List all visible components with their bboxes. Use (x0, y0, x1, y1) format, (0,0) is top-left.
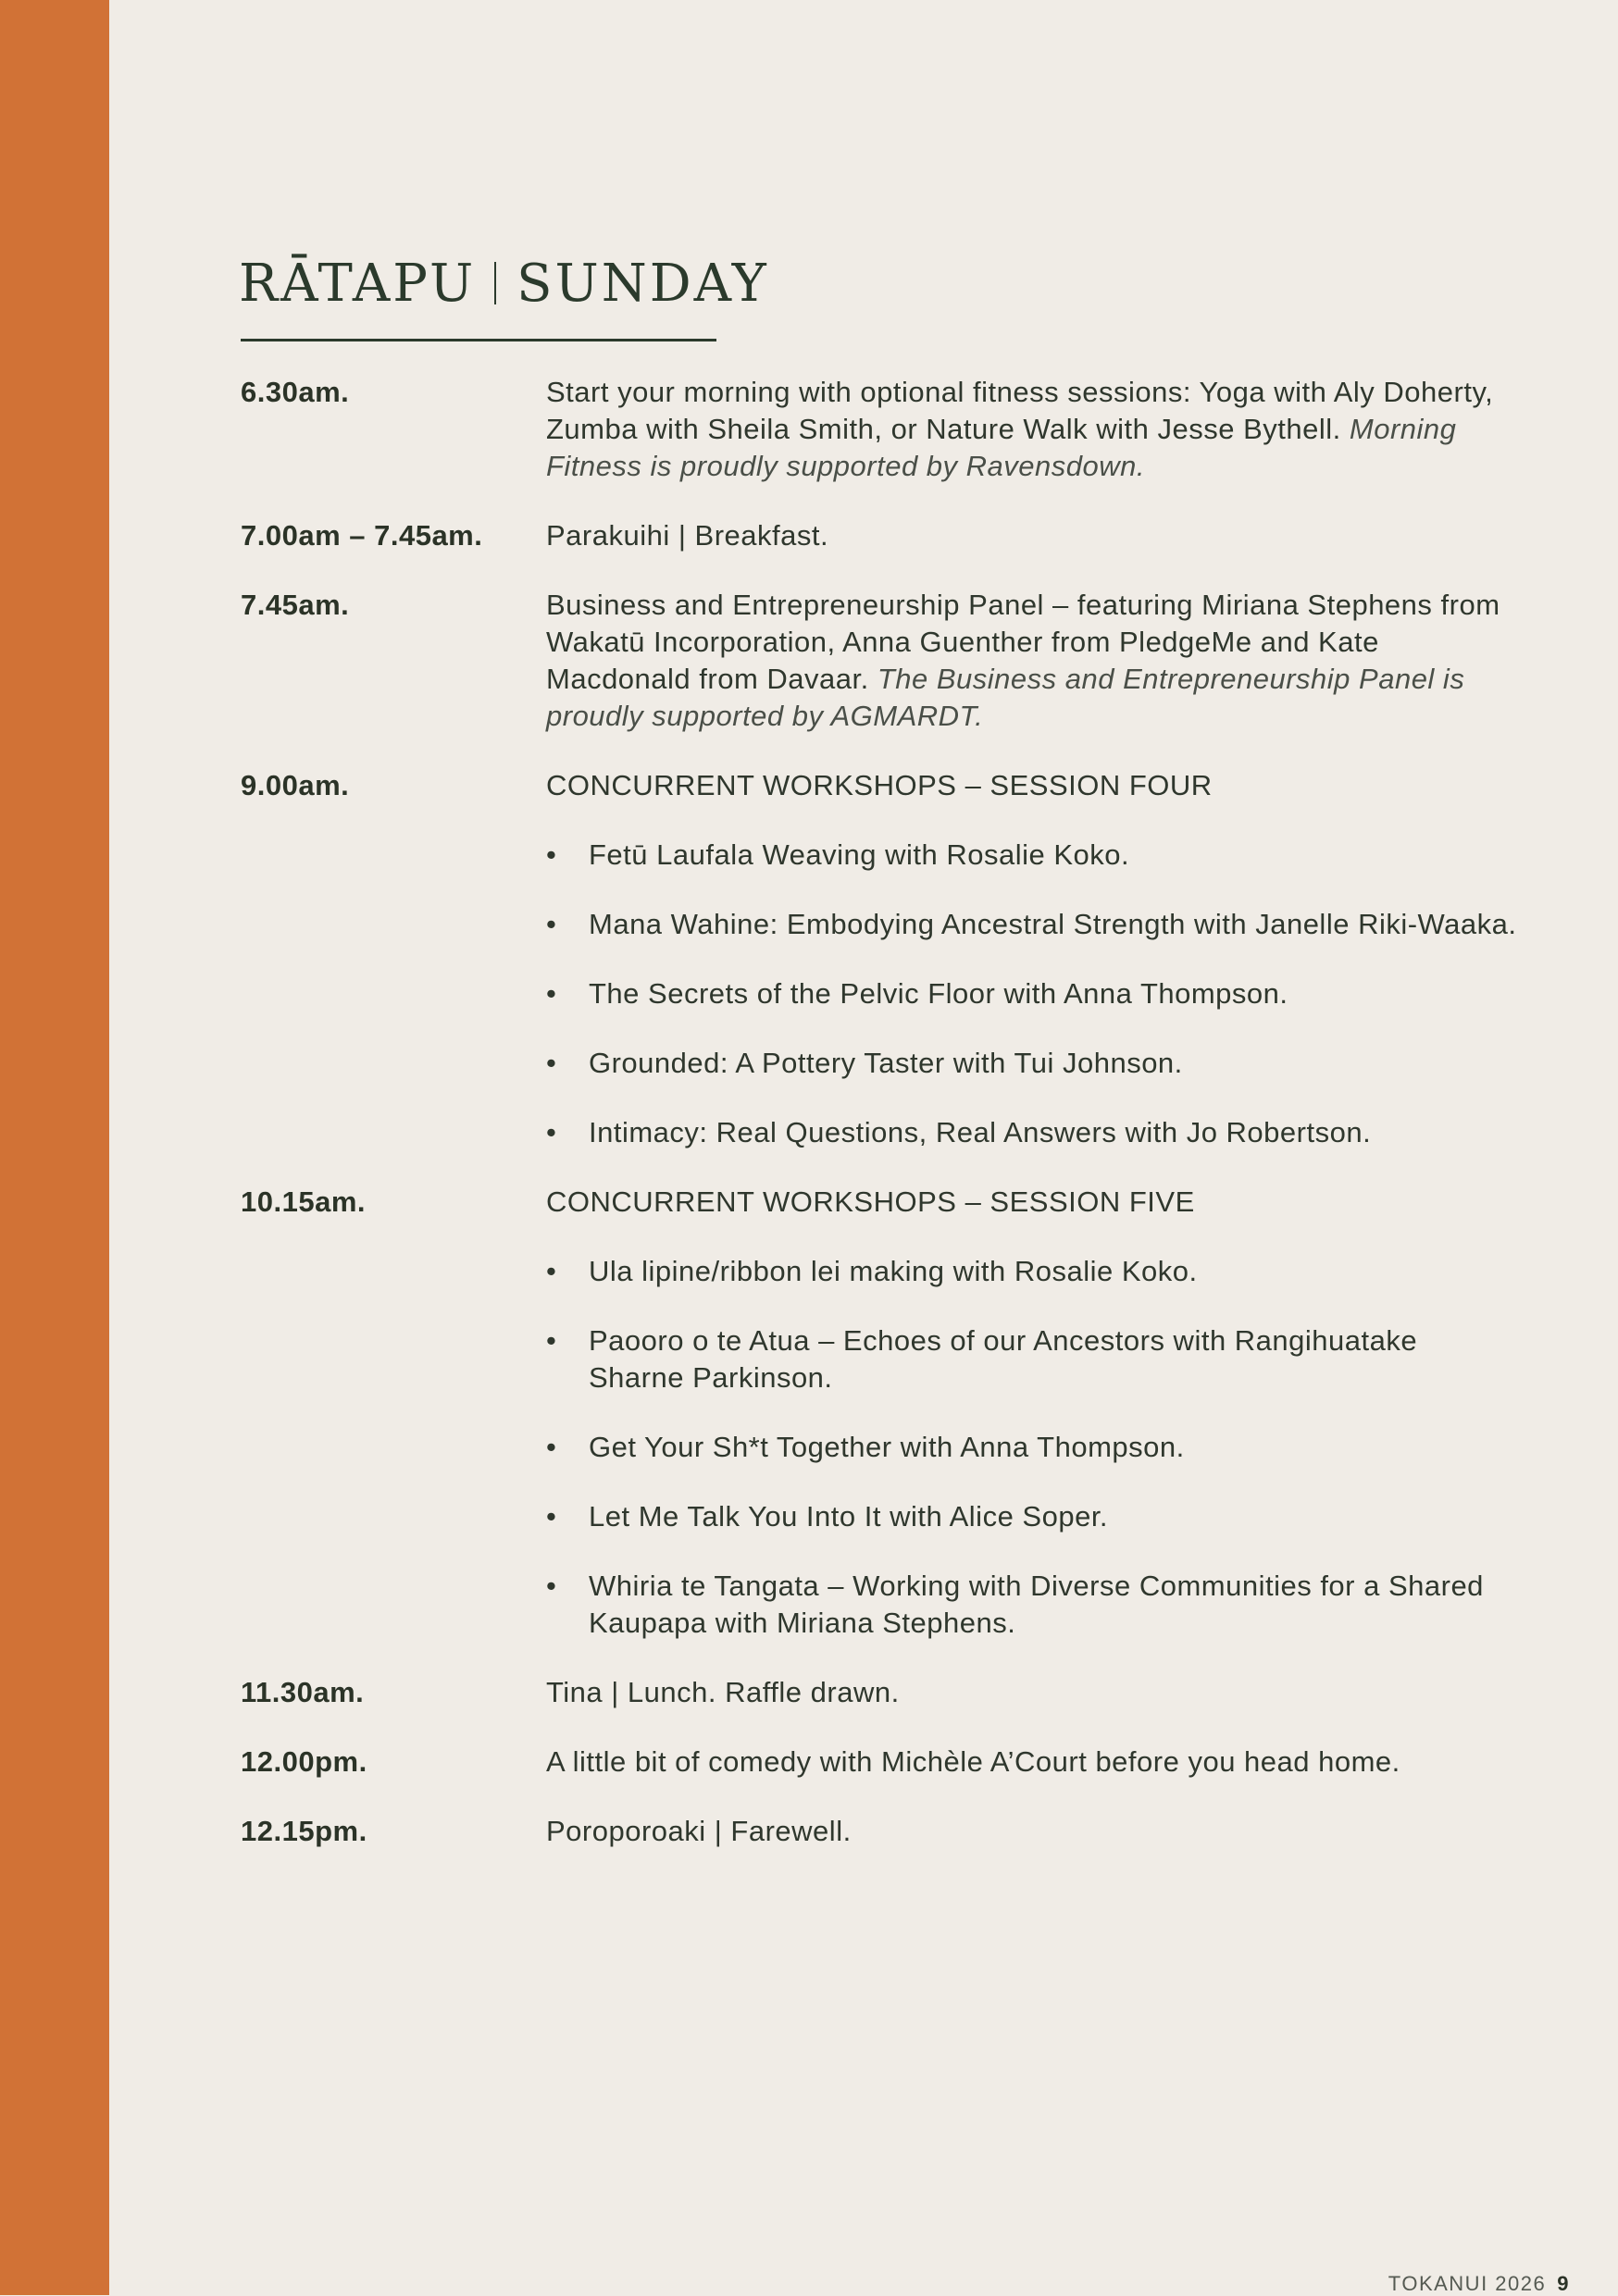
sponsor-note: Morning Fitness is proudly supported by Ravensdown. (546, 413, 1457, 482)
bullet-icon: • (546, 1047, 557, 1079)
list-item (546, 1498, 1518, 1535)
schedule-time: 12.00pm. (241, 1745, 367, 1778)
list-item (546, 975, 1518, 1012)
schedule-text: Start your morning with optional fitness sessions: Yoga with Aly Doherty, Zumba with Sheila Smith, or Nature Walk with Jesse Bythell. (546, 376, 1494, 445)
list-item (546, 1114, 1518, 1151)
session-heading: CONCURRENT WORKSHOPS – SESSION FIVE (546, 1185, 1195, 1218)
schedule-text: Business and Entrepreneurship Panel – featuring Miriana Stephens from Wakatū Incorporation, Anna Guenther from PledgeMe and Kate Macdonald from Davaar. (546, 589, 1500, 695)
bullet-icon: • (546, 977, 557, 1010)
sidebar-color-band (0, 0, 109, 2295)
schedule-description (546, 587, 1518, 735)
bullet-icon: • (546, 908, 557, 940)
schedule-description (546, 1813, 1518, 1850)
schedule-text: Poroporoaki | Farewell. (546, 1815, 852, 1847)
bullet-icon: • (546, 1324, 557, 1357)
title-maori: RĀTAPU (239, 254, 477, 314)
workshop-title: Let Me Talk You Into It with Alice Soper. (589, 1500, 1109, 1533)
schedule-description (546, 374, 1518, 485)
schedule-time: 11.30am. (241, 1676, 365, 1708)
schedule-row (241, 374, 1537, 485)
workshop-title: Ula lipine/ribbon lei making with Rosalie Koko. (589, 1255, 1198, 1287)
bullet-icon: • (546, 1500, 557, 1533)
workshop-title: Get Your Sh*t Together with Anna Thompson. (589, 1431, 1185, 1463)
workshop-title: Paooro o te Atua – Echoes of our Ancestors with Rangihuatake Sharne Parkinson. (589, 1324, 1418, 1394)
workshop-title: Intimacy: Real Questions, Real Answers with Jo Robertson. (589, 1116, 1372, 1148)
workshop-title: Mana Wahine: Embodying Ancestral Strength with Janelle Riki-Waaka. (589, 908, 1517, 940)
page-footer (1388, 2272, 1570, 2296)
schedule-row (241, 1184, 1537, 1674)
workshop-list (546, 1253, 1518, 1642)
schedule-row (241, 1674, 1537, 1711)
list-item (546, 837, 1518, 874)
schedule-description (546, 1184, 1518, 1674)
schedule-description (546, 767, 1518, 1184)
schedule-time: 10.15am. (241, 1185, 366, 1218)
schedule-row (241, 767, 1537, 1184)
bullet-icon: • (546, 1116, 557, 1148)
title-english: SUNDAY (517, 254, 769, 314)
schedule-time: 9.00am. (241, 769, 350, 801)
list-item (546, 1322, 1518, 1396)
list-item (546, 1045, 1518, 1082)
schedule-row (241, 1813, 1537, 1850)
workshop-list (546, 837, 1518, 1151)
title-separator (494, 262, 496, 304)
schedule-text: Parakuihi | Breakfast. (546, 519, 829, 552)
list-item (546, 1568, 1518, 1642)
page-number: 9 (1557, 2272, 1570, 2295)
schedule (241, 374, 1537, 1850)
schedule-description (546, 1674, 1518, 1711)
bullet-icon: • (546, 1255, 557, 1287)
bullet-icon: • (546, 838, 557, 871)
schedule-time: 7.45am. (241, 589, 350, 621)
workshop-title: Whiria te Tangata – Working with Diverse Communities for a Shared Kaupapa with Miriana Stephens. (589, 1570, 1484, 1639)
bullet-icon: • (546, 1570, 557, 1602)
schedule-text: A little bit of comedy with Michèle A’Court before you head home. (546, 1745, 1400, 1778)
list-item (546, 1429, 1518, 1466)
schedule-description (546, 1744, 1518, 1781)
schedule-text: Tina | Lunch. Raffle drawn. (546, 1676, 900, 1708)
workshop-title: Grounded: A Pottery Taster with Tui Johnson. (589, 1047, 1183, 1079)
schedule-row (241, 1744, 1537, 1781)
list-item (546, 906, 1518, 943)
workshop-title: The Secrets of the Pelvic Floor with Anna Thompson. (589, 977, 1288, 1010)
schedule-time: 7.00am – 7.45am. (241, 519, 483, 552)
session-heading: CONCURRENT WORKSHOPS – SESSION FOUR (546, 769, 1213, 801)
page-title (239, 252, 769, 316)
footer-label: TOKANUI 2026 (1388, 2272, 1547, 2295)
schedule-time: 12.15pm. (241, 1815, 367, 1847)
sponsor-note: The Business and Entrepreneurship Panel is proudly supported by AGMARDT. (546, 663, 1465, 732)
schedule-row (241, 587, 1537, 735)
schedule-time: 6.30am. (241, 376, 350, 408)
bullet-icon: • (546, 1431, 557, 1463)
list-item (546, 1253, 1518, 1290)
title-underline (241, 339, 716, 341)
schedule-description (546, 517, 1518, 554)
schedule-row (241, 517, 1537, 554)
workshop-title: Fetū Laufala Weaving with Rosalie Koko. (589, 838, 1130, 871)
